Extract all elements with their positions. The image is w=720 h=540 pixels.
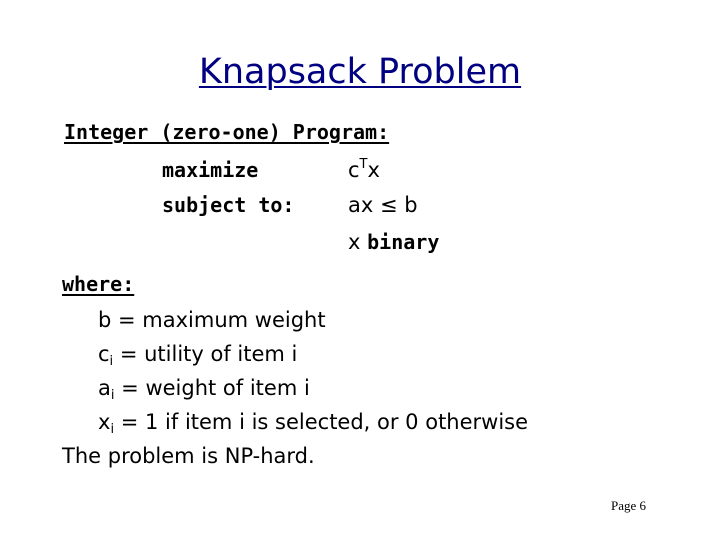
domain-var: x [348, 230, 368, 254]
page-number: Page 6 [611, 498, 647, 513]
definition-var: x [98, 410, 111, 434]
definition-sub: i [110, 422, 115, 437]
definition-text: = maximum weight [111, 308, 326, 332]
objective-label: maximize [162, 158, 259, 182]
definition-text: = utility of item i [113, 342, 298, 366]
objective-expr-base: c [348, 158, 360, 182]
definition-sub: i [110, 388, 115, 403]
definition-var: c [98, 342, 110, 366]
where-heading: where: [62, 272, 135, 296]
definition-line [98, 338, 297, 370]
objective-expr-tail: x [367, 158, 380, 182]
constraint-label: subject to: [162, 193, 295, 217]
definition-sub: i [109, 354, 114, 369]
definition-line [98, 304, 326, 336]
definition-var: a [98, 376, 111, 400]
definition-text: = 1 if item i is selected, or 0 otherwise [114, 410, 529, 434]
definition-var: b [98, 308, 112, 332]
domain-keyword: binary [367, 230, 440, 254]
slide-title: Knapsack Problem [198, 52, 522, 92]
constraint-expression: ax ≤ b [348, 193, 418, 217]
program-heading: Integer (zero-one) Program: [64, 120, 390, 144]
objective-expression [348, 156, 380, 184]
definition-line [98, 406, 528, 438]
objective-expr-sup: T [359, 157, 368, 172]
definition-line [98, 372, 310, 404]
domain-expression [348, 228, 439, 256]
conclusion-text: The problem is NP-hard. [62, 444, 315, 468]
definition-text: = weight of item i [114, 376, 310, 400]
